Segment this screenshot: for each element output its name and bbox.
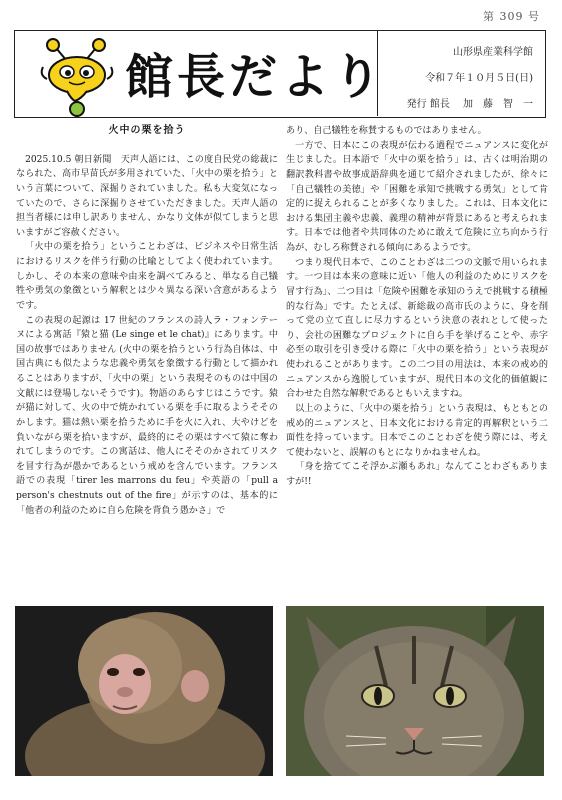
- article-paragraph: あり、自己犠牲を称賛するものではありません。: [286, 126, 487, 136]
- masthead-meta: [377, 31, 545, 116]
- masthead: [14, 30, 546, 118]
- article-paragraph: 「身を捨ててこそ浮かぶ瀬もあれ」なんてことわざもありますが!!: [286, 462, 548, 487]
- article-paragraph: 「火中の栗を拾う」ということわざは、ビジネスや日常生活におけるリスクを伴う行動の比喩としてよく使われています。しかし、その本来の意味や由来を調べてみると、単なる自己犠牲や勇気の象徴という解釈とは少々異なる深い含意があるようです。: [16, 242, 278, 311]
- issue-number: 第 309 号: [483, 10, 540, 23]
- article-column-right: [286, 124, 548, 490]
- cat-photo: [286, 606, 544, 776]
- article-heading: 火中の栗を拾う: [108, 125, 186, 136]
- article-paragraph: つまり現代日本で、このことわざは二つの文脈で用いられます。一つ目は本来の意味に近い「他人の利益のためにリスクを冒す行為」、二つ目は「危険や困難を承知のうえで挑戦する積極的な行為」です。たとえば、新総裁の高市氏のように、身を削って党の立て直しに尽力するという決意の表れとして使ったり、会社の困難なプロジェクトに自ら手を挙げることや、赤字必至の取引を引き受ける際に「火中の栗を拾う」という表現が使われることがあります。この二つ目の用法は、本来の戒め的ニュアンスから逸脱していますが、現代日本の文化的価値観に合わせた自然な解釈であるともいえますね。: [286, 257, 548, 400]
- issue-date: 令和７年１０月５日(日): [425, 73, 533, 84]
- cat-photo-icon: [286, 606, 544, 776]
- mascot-icon: [37, 35, 117, 119]
- monkey-photo-icon: [15, 606, 273, 776]
- article-paragraph: この表現の起源は 17 世紀のフランスの詩人ラ・フォンテーヌによる寓話『猿と猫 (Le singe et le chat)』にあります。中国の故事ではありません (火中の栗を拾うという行為自体は、中国古典にも似たような忠義や勇気を象徴する行動として描かれることはありますが、「火中の栗」という表現そのものは中国の文献には登場しないそうです)。物語のあらすじはこうです。猿が猫に対して、火の中で焼かれている栗を手に取るようそそのかします。猫は熱い栗を拾うために手を火に入れ、大やけどを負いながら栗を拾いますが、最終的にその栗はすべて猿に奪われてしまうのです。この寓話は、他人にそそのかされてリスクを冒す行為が愚かであるという戒めを含んでいます。フランス語での表現「tirer les marrons du feu」や英語の「pull a person's chestnuts out of the fire」が示すのは、基本的に「他者の利益のために自ら危険を背負う愚かさ」で: [16, 315, 278, 516]
- article-column-left: [16, 124, 278, 518]
- article-paragraph: 以上のように、「火中の栗を拾う」という表現は、もともとの戒め的ニュアンスと、日本文化における肯定的再解釈という二面性を持っています。日本でこのことわざを使う際には、考えて使わないと、誤解のもとになりかねませんね。: [286, 403, 548, 458]
- museum-name: 山形県産業科学館: [453, 47, 533, 58]
- article-paragraph: 2025.10.5 朝日新聞 天声人語には、この度自民党の総裁になられた、高市早苗氏が多用されていた、「火中の栗を拾う」という言葉について、深掘りされていました。私も大変気になっていたので、さらに深掘りさせていただきました。天声人語の担当者様には申し訳ありません、かなり文体が似てしまうと思いますがご容赦ください。: [16, 154, 278, 238]
- masthead-title: 館長だより: [125, 49, 386, 105]
- publisher: 発行 館長 加 藤 智 一: [406, 99, 533, 110]
- monkey-photo: [15, 606, 273, 776]
- article-paragraph: 一方で、日本にこの表現が伝わる過程でニュアンスに変化が生じました。日本語で「火中の栗を拾う」は、古くは明治期の翻訳教科書や故事成語辞典を通じて紹介されましたが、徐々に「自己犠牲の美徳」や「困難を承知で挑戦する勇気」として肯定的に捉えられることが多くなりました。これは、日本文化における集団主義や忠義、義理の精神が背景にあると考えられます。日本では他者や共同体のために敢えて危険に立ち向かう行為が、むしろ称賛される傾向にあるようです。: [286, 140, 548, 253]
